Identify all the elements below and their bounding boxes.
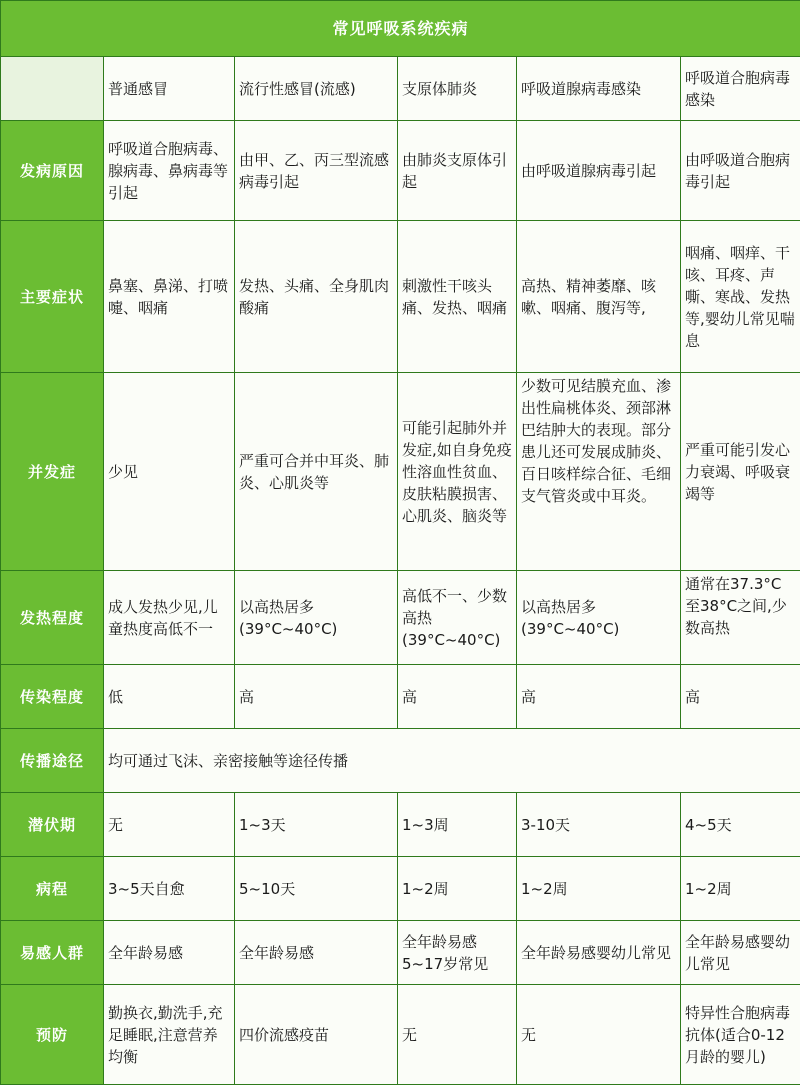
table-cell: 1~2周 bbox=[681, 857, 800, 921]
column-header: 支原体肺炎 bbox=[398, 57, 517, 121]
table-cell: 由呼吸道腺病毒引起 bbox=[517, 121, 681, 221]
table-cell: 鼻塞、鼻涕、打喷嚏、咽痛 bbox=[104, 221, 235, 373]
cell-text: 通常在37.3°C至38°C之间,少数高热 bbox=[685, 573, 796, 663]
table-cell: 刺激性干咳头痛、发热、咽痛 bbox=[398, 221, 517, 373]
table-cell: 严重可能引发心力衰竭、呼吸衰竭等 bbox=[681, 373, 800, 571]
table-cell: 全年龄易感 bbox=[104, 921, 235, 985]
table-cell: 3-10天 bbox=[517, 793, 681, 857]
table-cell: 无 bbox=[517, 985, 681, 1085]
row-label-symptoms: 主要症状 bbox=[1, 221, 104, 373]
row-label-course: 病程 bbox=[1, 857, 104, 921]
table-cell: 5~10天 bbox=[235, 857, 398, 921]
table-cell: 由肺炎支原体引起 bbox=[398, 121, 517, 221]
table-cell: 低 bbox=[104, 665, 235, 729]
row-label-contagion: 传染程度 bbox=[1, 665, 104, 729]
table-cell: 高 bbox=[235, 665, 398, 729]
table-cell: 全年龄易感5~17岁常见 bbox=[398, 921, 517, 985]
table-cell: 成人发热少见,儿童热度高低不一 bbox=[104, 571, 235, 665]
row-label-complications: 并发症 bbox=[1, 373, 104, 571]
corner-cell bbox=[1, 57, 104, 121]
table-cell: 少见 bbox=[104, 373, 235, 571]
table-cell: 1~3天 bbox=[235, 793, 398, 857]
table-cell: 由甲、乙、丙三型流感病毒引起 bbox=[235, 121, 398, 221]
table-cell: 1~3周 bbox=[398, 793, 517, 857]
row-label-transmission: 传播途径 bbox=[1, 729, 104, 793]
row-label-incubation: 潜伏期 bbox=[1, 793, 104, 857]
table-cell: 高 bbox=[681, 665, 800, 729]
row-label-fever: 发热程度 bbox=[1, 571, 104, 665]
table-cell: 全年龄易感婴幼儿常见 bbox=[517, 921, 681, 985]
table-cell: 可能引起肺外并发症,如自身免疫性溶血性贫血、皮肤粘膜损害、心肌炎、脑炎等 bbox=[398, 373, 517, 571]
table-cell: 高低不一、少数高热(39°C~40°C) bbox=[398, 571, 517, 665]
table-cell: 全年龄易感婴幼儿常见 bbox=[681, 921, 800, 985]
table-cell: 高热、精神萎靡、咳嗽、咽痛、腹泻等, bbox=[517, 221, 681, 373]
column-header: 呼吸道腺病毒感染 bbox=[517, 57, 681, 121]
table-cell-span: 均可通过飞沫、亲密接触等途径传播 bbox=[104, 729, 800, 793]
table-cell: 咽痛、咽痒、干咳、耳疼、声嘶、寒战、发热等,婴幼儿常见喘息 bbox=[681, 221, 800, 373]
table-cell: 1~2周 bbox=[398, 857, 517, 921]
row-label-susceptible: 易感人群 bbox=[1, 921, 104, 985]
table-cell bbox=[681, 571, 800, 665]
table-cell: 1~2周 bbox=[517, 857, 681, 921]
table-cell: 由呼吸道合胞病毒引起 bbox=[681, 121, 800, 221]
table-cell bbox=[517, 373, 681, 571]
table-title: 常见呼吸系统疾病 bbox=[1, 1, 800, 57]
table-cell: 无 bbox=[104, 793, 235, 857]
table-cell: 发热、头痛、全身肌肉酸痛 bbox=[235, 221, 398, 373]
table-cell: 4~5天 bbox=[681, 793, 800, 857]
table-cell: 严重可合并中耳炎、肺炎、心肌炎等 bbox=[235, 373, 398, 571]
column-header: 流行性感冒(流感) bbox=[235, 57, 398, 121]
table-cell: 呼吸道合胞病毒、腺病毒、鼻病毒等引起 bbox=[104, 121, 235, 221]
column-header: 呼吸道合胞病毒感染 bbox=[681, 57, 800, 121]
table-cell: 特异性合胞病毒抗体(适合0-12月龄的婴儿) bbox=[681, 985, 800, 1085]
table-cell: 四价流感疫苗 bbox=[235, 985, 398, 1085]
table-cell: 高 bbox=[398, 665, 517, 729]
cell-text: 少数可见结膜充血、渗出性扁桃体炎、颈部淋巴结肿大的表现。部分患儿还可发展成肺炎、百日咳样综合征、毛细支气管炎或中耳炎。 bbox=[521, 375, 676, 569]
table-cell: 3~5天自愈 bbox=[104, 857, 235, 921]
table-cell: 以高热居多(39°C~40°C) bbox=[517, 571, 681, 665]
table-cell: 全年龄易感 bbox=[235, 921, 398, 985]
table-cell: 以高热居多(39°C~40°C) bbox=[235, 571, 398, 665]
column-header: 普通感冒 bbox=[104, 57, 235, 121]
table-cell: 勤换衣,勤洗手,充足睡眠,注意营养均衡 bbox=[104, 985, 235, 1085]
table-cell: 无 bbox=[398, 985, 517, 1085]
row-label-prevention: 预防 bbox=[1, 985, 104, 1085]
row-label-cause: 发病原因 bbox=[1, 121, 104, 221]
table-cell: 高 bbox=[517, 665, 681, 729]
